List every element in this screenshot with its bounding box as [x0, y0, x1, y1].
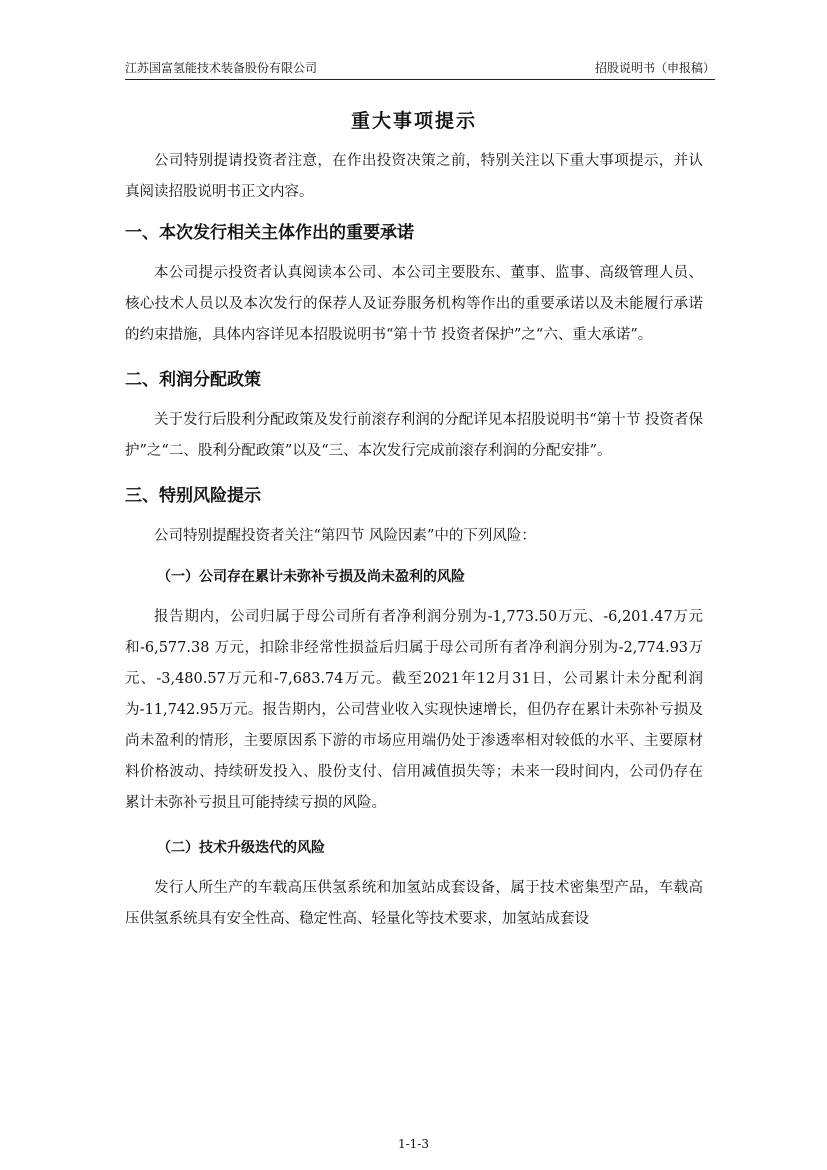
subsection-paragraph-2: 发行人所生产的车载高压供氢系统和加氢站成套设备，属于技术密集型产品，车载高压供氢系统具有安全性高、稳定性高、轻量化等技术要求，加氢站成套设	[125, 880, 703, 927]
header-doc-type: 招股说明书（申报稿）	[594, 61, 715, 75]
page-title: 重大事项提示	[350, 110, 477, 132]
section-paragraph-1: 本公司提示投资者认真阅读本公司、本公司主要股东、董事、监事、高级管理人员、核心技术人员以及本次发行的保荐人及证券服务机构等作出的重要承诺以及未能履行承诺的约束措施，具体内容详见本招股说明书“第十节 投资者保护”之“六、重大承诺”。	[125, 265, 703, 343]
subsection-paragraph-1: 报告期内，公司归属于母公司所有者净利润分别为-1,773.50万元、-6,201.47万元和-6,577.38 万元，扣除非经常性损益后归属于母公司所有者净利润分别为-2,774.93万元、-3,480.57万元和-7,683.74万元。截至2021年12月31日，公司累计未分配利润为-11,742.95万元。报告期内，公司营业收入实现快速增长，但仍存在累计未弥补亏损及尚未盈利的情形，主要原因系下游的市场应用端仍处于渗透率相对较低的水平、主要原材料价格波动、持续研发投入、股份支付、信用减值损失等；未来一段时间内，公司仍存在累计未弥补亏损且可能持续亏损的风险。	[125, 609, 703, 811]
subsection-heading-2: （二）技术升级迭代的风险	[157, 840, 325, 856]
section-heading-1: 一、本次发行相关主体作出的重要承诺	[125, 223, 414, 243]
section-paragraph-2: 关于发行后股利分配政策及发行前滚存利润的分配详见本招股说明书“第十节 投资者保护”之“二、股利分配政策”以及“三、本次发行完成前滚存利润的分配安排”。	[125, 412, 703, 459]
intro-paragraph: 公司特别提请投资者注意，在作出投资决策之前，特别关注以下重大事项提示，并认真阅读招股说明书正文内容。	[125, 153, 703, 200]
section-heading-3: 三、特别风险提示	[125, 486, 261, 506]
subsection-heading-1: （一）公司存在累计未弥补亏损及尚未盈利的风险	[157, 569, 465, 585]
section-heading-2: 二、利润分配政策	[125, 370, 261, 390]
running-header	[125, 57, 715, 80]
page-number: 1-1-3	[397, 1137, 429, 1151]
section-paragraph-3: 公司特别提醒投资者关注“第四节 风险因素”中的下列风险：	[154, 528, 536, 544]
header-company: 江苏国富氢能技术装备股份有限公司	[125, 61, 318, 75]
page-content	[125, 100, 703, 935]
